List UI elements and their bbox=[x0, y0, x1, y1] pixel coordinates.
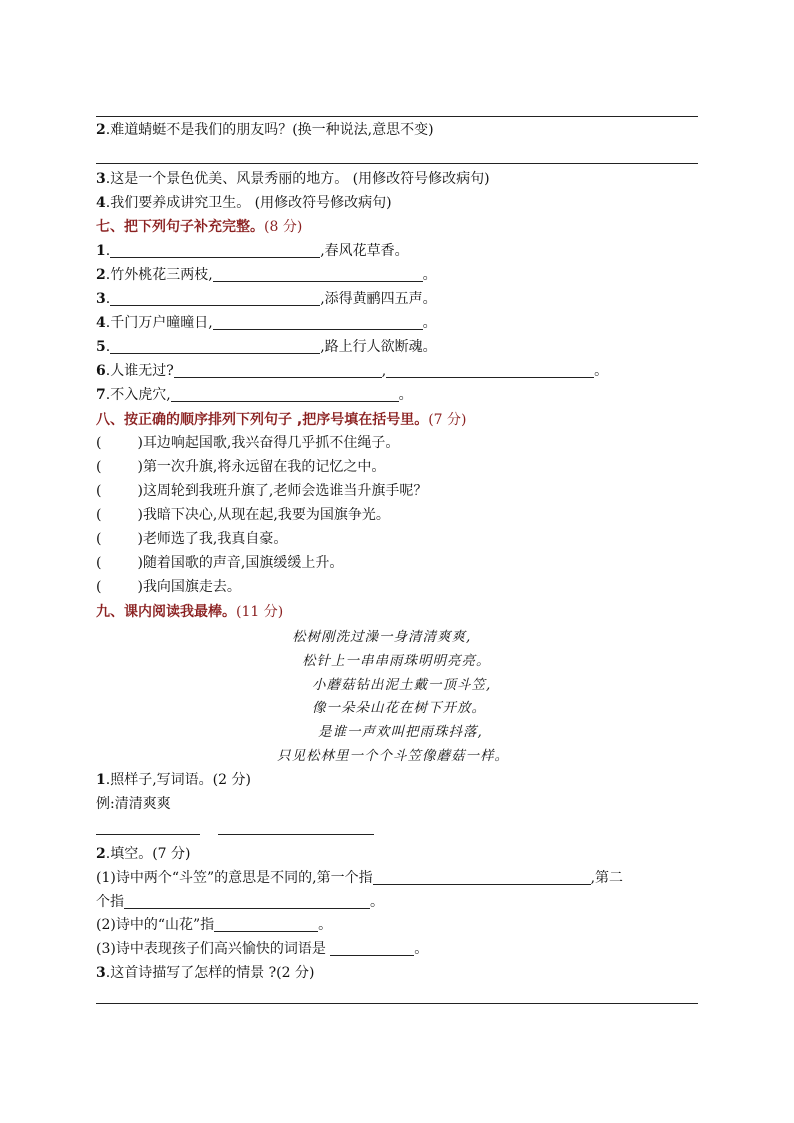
item-text: .竹外桃花三两枝, bbox=[105, 267, 213, 283]
item-text: 。 bbox=[422, 315, 437, 331]
item-text: .难道蜻蜓不是我们的朋友吗？(换一种说法,意思不变) bbox=[105, 122, 434, 138]
q7-item-5 bbox=[96, 337, 437, 357]
item-text: 。 bbox=[422, 267, 437, 283]
item-number: 3 bbox=[96, 965, 106, 981]
item-text: 耳边响起国歌,我兴奋得几乎抓不住绳子。 bbox=[142, 435, 400, 451]
fill-question-1 bbox=[96, 868, 623, 888]
item-text: . bbox=[105, 339, 111, 355]
paren-open: ( bbox=[96, 483, 102, 499]
item-number: 5 bbox=[96, 339, 106, 355]
q8-item bbox=[96, 505, 390, 525]
item-text: . bbox=[105, 243, 111, 259]
q8-item bbox=[96, 553, 343, 573]
poem-line: 小蘑菇钻出泥土戴一顶斗笠, bbox=[312, 677, 492, 693]
fill-blank[interactable] bbox=[110, 242, 320, 258]
fill-blank[interactable] bbox=[110, 290, 320, 306]
item-number: 3 bbox=[96, 291, 106, 307]
q8-item bbox=[96, 433, 399, 453]
item-text: .填空。(7 分) bbox=[105, 846, 191, 862]
section-9-heading bbox=[96, 602, 283, 622]
q9-sub-2 bbox=[96, 844, 190, 864]
word-blanks bbox=[96, 818, 374, 838]
q7-item-3 bbox=[96, 289, 437, 309]
item-text: .照样子,写词语。(2 分) bbox=[105, 772, 251, 788]
section-score: (11 分) bbox=[236, 604, 284, 620]
q7-item-6 bbox=[96, 361, 608, 381]
q6-item-4 bbox=[96, 193, 392, 213]
example-text: 例:清清爽爽 bbox=[96, 796, 171, 812]
answer-line bbox=[96, 116, 698, 117]
item-text: (1)诗中两个“斗笠”的意思是不同的,第一个指 bbox=[96, 870, 373, 886]
paren-open: ( bbox=[96, 579, 102, 595]
section-title: 九、课内阅读我最棒。 bbox=[96, 604, 236, 620]
item-text: 这周轮到我班升旗了,老师会选谁当升旗手呢？ bbox=[142, 483, 428, 499]
paren-close: ) bbox=[137, 459, 143, 475]
item-text: 。 bbox=[398, 387, 413, 403]
paren-close: ) bbox=[137, 579, 143, 595]
section-title: 八、按正确的顺序排列下列句子 ,把序号填在括号里。 bbox=[96, 412, 429, 428]
item-text: .不入虎穴, bbox=[105, 387, 171, 403]
fill-blank[interactable] bbox=[330, 940, 414, 956]
paren-open: ( bbox=[96, 459, 102, 475]
paren-open: ( bbox=[96, 435, 102, 451]
item-text: .这首诗描写了怎样的情景 ?(2 分) bbox=[105, 965, 315, 981]
q8-item bbox=[96, 577, 241, 597]
item-number: 4 bbox=[96, 315, 106, 331]
item-text: 。 bbox=[370, 894, 384, 910]
fill-blank[interactable] bbox=[110, 338, 320, 354]
fill-blank[interactable] bbox=[213, 266, 423, 282]
q8-item bbox=[96, 529, 287, 549]
paren-close: ) bbox=[137, 483, 143, 499]
section-8-heading bbox=[96, 410, 466, 430]
fill-blank[interactable] bbox=[214, 916, 318, 932]
item-number: 6 bbox=[96, 363, 106, 379]
item-number: 1 bbox=[96, 772, 106, 788]
item-text: ,春风花草香。 bbox=[320, 243, 409, 259]
q7-item-4 bbox=[96, 313, 437, 333]
item-text: , bbox=[381, 363, 387, 379]
q6-item-3 bbox=[96, 169, 490, 189]
item-text: 我向国旗走去。 bbox=[142, 579, 241, 595]
item-text: 我暗下决心,从现在起,我要为国旗争光。 bbox=[142, 507, 390, 523]
fill-question-3 bbox=[96, 939, 428, 959]
item-text: .我们要养成讲究卫生。 (用修改符号修改病句) bbox=[105, 195, 392, 211]
poem-line: 像一朵朵山花在树下开放。 bbox=[312, 700, 486, 716]
fill-blank[interactable] bbox=[373, 869, 591, 885]
fill-question-2 bbox=[96, 915, 332, 935]
item-number: 2 bbox=[96, 846, 106, 862]
item-text: 。 bbox=[594, 363, 609, 379]
q7-item-1 bbox=[96, 241, 409, 261]
fill-blank[interactable] bbox=[213, 314, 423, 330]
item-number: 3 bbox=[96, 171, 106, 187]
poem-line: 松针上一串串雨珠明明亮亮。 bbox=[302, 653, 491, 669]
item-text: 。 bbox=[318, 917, 333, 933]
q6-item-2 bbox=[96, 120, 434, 140]
item-text: (2)诗中的“山花”指 bbox=[96, 917, 215, 933]
q9-sub-1 bbox=[96, 770, 251, 790]
item-text: .千门万户曈曈日, bbox=[105, 315, 213, 331]
poem-line: 只见松林里一个个斗笠像蘑菇一样。 bbox=[277, 748, 509, 764]
item-text: .这是一个景色优美、风景秀丽的地方。 (用修改符号修改病句) bbox=[105, 171, 490, 187]
item-text: ,路上行人欲断魂。 bbox=[320, 339, 437, 355]
item-number: 4 bbox=[96, 195, 106, 211]
item-text: ,第二 bbox=[590, 870, 624, 886]
section-score: (7 分) bbox=[428, 412, 467, 428]
item-text: 。 bbox=[414, 941, 429, 957]
paren-open: ( bbox=[96, 507, 102, 523]
item-text: 个指 bbox=[96, 894, 124, 910]
item-text: (3)诗中表现孩子们高兴愉快的词语是 bbox=[96, 941, 331, 957]
q7-item-2 bbox=[96, 265, 437, 285]
paren-open: ( bbox=[96, 555, 102, 571]
section-score: (8 分) bbox=[264, 219, 303, 235]
paren-close: ) bbox=[137, 555, 143, 571]
poem-line: 松树刚洗过澡一身清清爽爽, bbox=[292, 629, 472, 645]
paren-close: ) bbox=[137, 531, 143, 547]
item-text: . bbox=[105, 291, 111, 307]
item-number: 2 bbox=[96, 122, 106, 138]
q7-item-7 bbox=[96, 385, 413, 405]
fill-blank[interactable] bbox=[96, 819, 200, 835]
item-text: .人谁无过? bbox=[105, 363, 174, 379]
poem-line: 是谁一声欢叫把雨珠抖落, bbox=[318, 724, 483, 740]
fill-blank[interactable] bbox=[218, 819, 374, 835]
section-title: 七、把下列句子补充完整。 bbox=[96, 219, 264, 235]
item-number: 7 bbox=[96, 387, 106, 403]
item-number: 1 bbox=[96, 243, 106, 259]
fill-blank[interactable] bbox=[124, 893, 370, 909]
paren-close: ) bbox=[137, 435, 143, 451]
paren-close: ) bbox=[137, 507, 143, 523]
section-7-heading bbox=[96, 217, 302, 237]
q8-item bbox=[96, 457, 385, 477]
fill-blank[interactable] bbox=[174, 362, 382, 378]
q9-sub-3 bbox=[96, 963, 314, 983]
answer-line bbox=[96, 1003, 698, 1004]
item-text: 随着国歌的声音,国旗缓缓上升。 bbox=[142, 555, 344, 571]
q8-item bbox=[96, 481, 427, 501]
answer-line bbox=[96, 163, 698, 164]
item-text: 第一次升旗,将永远留在我的记忆之中。 bbox=[142, 459, 386, 475]
item-text: ,添得黄鹂四五声。 bbox=[320, 291, 437, 307]
fill-question-1-cont bbox=[96, 892, 384, 912]
fill-blank[interactable] bbox=[386, 362, 594, 378]
fill-blank[interactable] bbox=[171, 386, 399, 402]
item-number: 2 bbox=[96, 267, 106, 283]
paren-open: ( bbox=[96, 531, 102, 547]
item-text: 老师选了我,我真自豪。 bbox=[142, 531, 288, 547]
